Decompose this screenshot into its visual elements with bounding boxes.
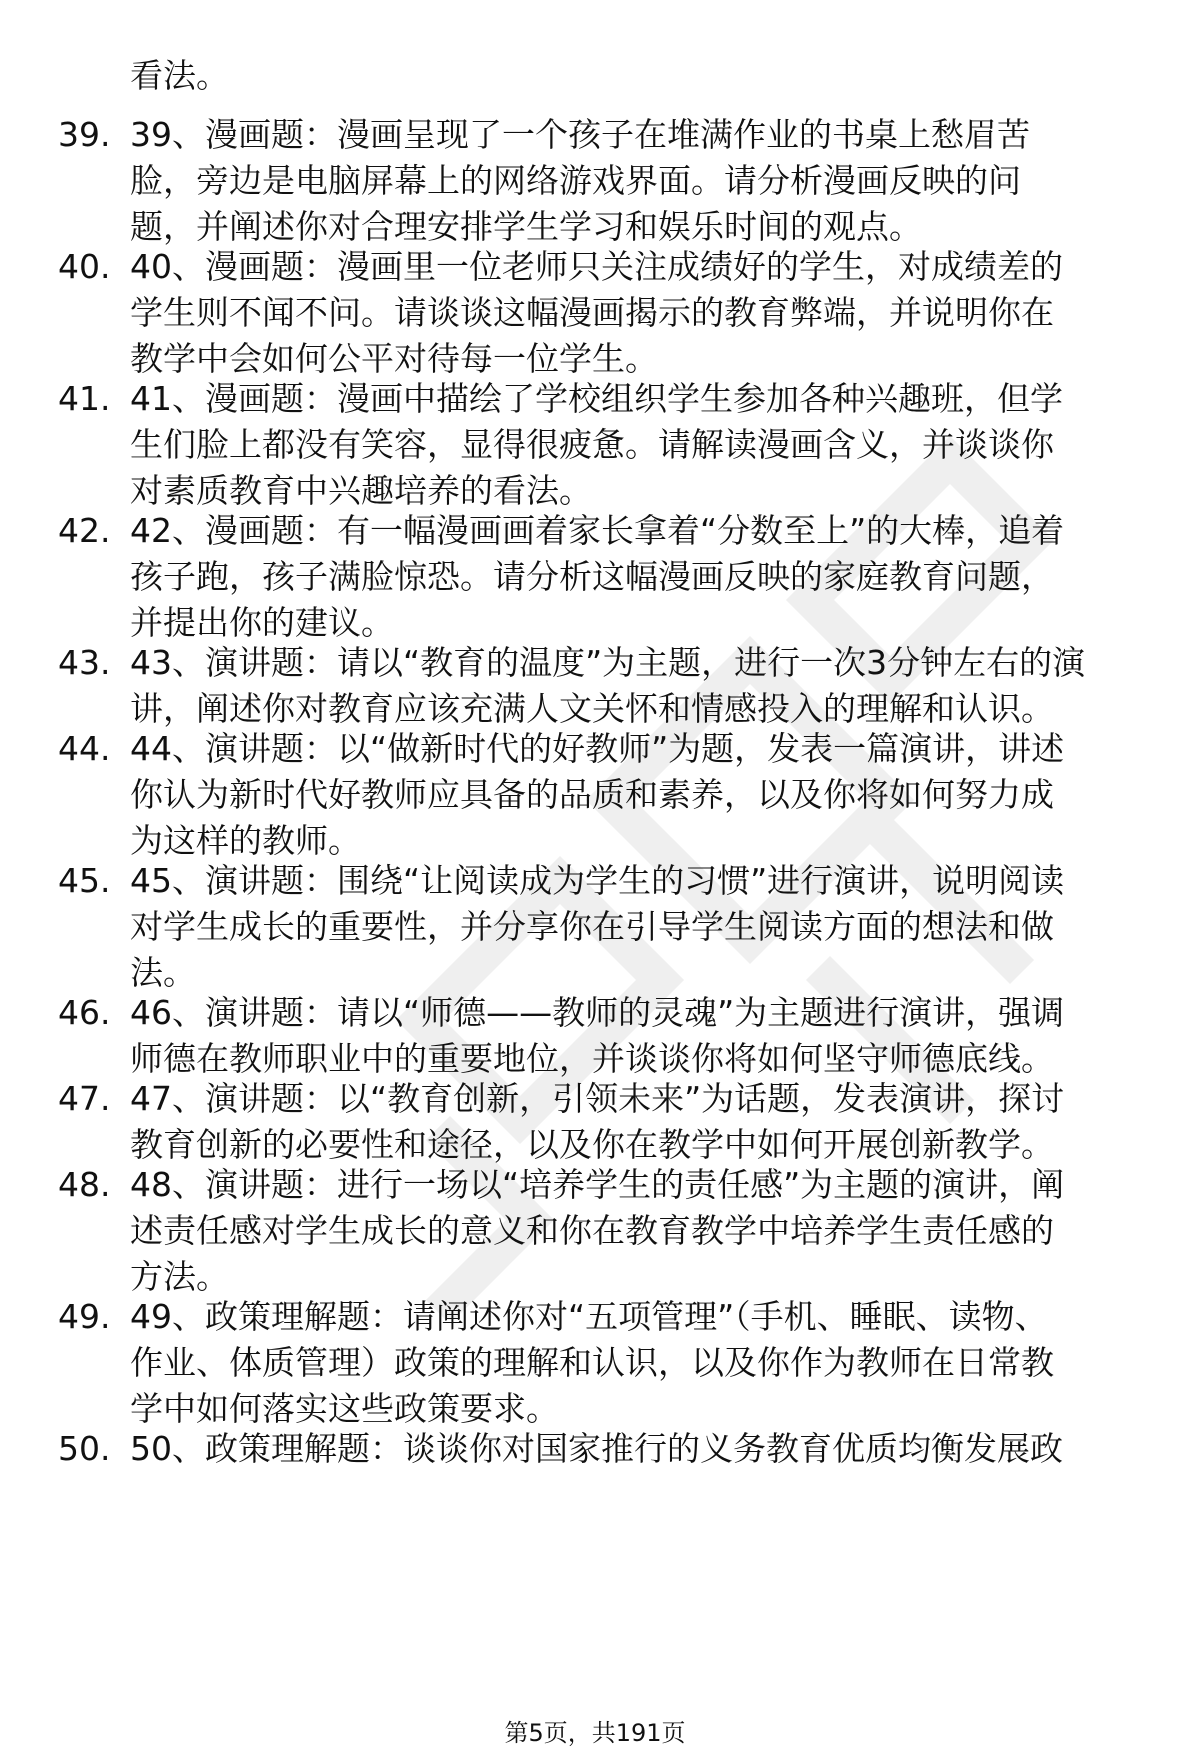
question-text-line: 学中如何落实这些政策要求。: [130, 1389, 559, 1428]
question-number: 39.: [58, 115, 111, 154]
question-text-line: 46、演讲题：请以“师德——教师的灵魂”为主题进行演讲，强调: [130, 993, 1065, 1032]
question-text: [130, 726, 1170, 864]
question-number: 41.: [58, 379, 111, 418]
question-text-line: 39、漫画题：漫画呈现了一个孩子在堆满作业的书桌上愁眉苦: [130, 115, 1030, 154]
question-number: 48.: [58, 1165, 111, 1204]
question-text-line: 学生则不闻不问。请谈谈这幅漫画揭示的教育弊端，并说明你在: [130, 293, 1054, 332]
question-text-line: 对素质教育中兴趣培养的看法。: [130, 471, 592, 510]
question-number: 49.: [58, 1297, 111, 1336]
question-text-line: 41、漫画题：漫画中描绘了学校组织学生参加各种兴趣班，但学: [130, 379, 1063, 418]
question-text-line: 50、政策理解题：谈谈你对国家推行的义务教育优质均衡发展政: [130, 1429, 1063, 1468]
question-text-line: 孩子跑，孩子满脸惊恐。请分析这幅漫画反映的家庭教育问题，: [130, 557, 1054, 596]
question-text-line: 生们脸上都没有笑容，显得很疲惫。请解读漫画含义，并谈谈你: [130, 425, 1054, 464]
question-text-line: 47、演讲题：以“教育创新，引领未来”为话题，发表演讲，探讨: [130, 1079, 1065, 1118]
question-text-line: 师德在教师职业中的重要地位，并谈谈你将如何坚守师德底线。: [130, 1039, 1054, 1078]
question-text: [130, 858, 1170, 996]
question-text-line: 49、政策理解题：请阐述你对“五项管理”（手机、睡眠、读物、: [130, 1297, 1048, 1336]
question-text: [130, 244, 1170, 382]
question-number: 47.: [58, 1079, 111, 1118]
question-text: [130, 1294, 1170, 1432]
question-text-line: 43、演讲题：请以“教育的温度”为主题，进行一次3分钟左右的演: [130, 643, 1086, 682]
question-text-line: 40、漫画题：漫画里一位老师只关注成绩好的学生，对成绩差的: [130, 247, 1063, 286]
question-number: 42.: [58, 511, 111, 550]
question-text-line: 42、漫画题：有一幅漫画画着家长拿着“分数至上”的大棒，追着: [130, 511, 1065, 550]
question-text-line: 你认为新时代好教师应具备的品质和素养，以及你将如何努力成: [130, 775, 1054, 814]
question-text: [130, 1162, 1170, 1300]
continued-text: 看法。: [130, 56, 229, 95]
question-text-line: 并提出你的建议。: [130, 603, 394, 642]
question-number: 50.: [58, 1429, 111, 1468]
question-text-line: 题，并阐述你对合理安排学生学习和娱乐时间的观点。: [130, 207, 922, 246]
question-text: [130, 112, 1170, 250]
question-text-line: 48、演讲题：进行一场以“培养学生的责任感”为主题的演讲，阐: [130, 1165, 1065, 1204]
page-footer: 第5页，共191页: [504, 1719, 686, 1747]
question-text-line: 讲，阐述你对教育应该充满人文关怀和情感投入的理解和认识。: [130, 689, 1054, 728]
question-text: [130, 1076, 1170, 1168]
question-text-line: 述责任感对学生成长的意义和你在教育教学中培养学生责任感的: [130, 1211, 1054, 1250]
question-text-line: 44、演讲题：以“做新时代的好教师”为题，发表一篇演讲，讲述: [130, 729, 1065, 768]
question-text-line: 教育创新的必要性和途径，以及你在教学中如何开展创新教学。: [130, 1125, 1054, 1164]
question-text: [130, 376, 1170, 514]
question-text-line: 方法。: [130, 1257, 229, 1296]
question-text-line: 45、演讲题：围绕“让阅读成为学生的习惯”进行演讲，说明阅读: [130, 861, 1065, 900]
question-number: 40.: [58, 247, 111, 286]
question-number: 45.: [58, 861, 111, 900]
question-text: [130, 508, 1170, 646]
question-number: 43.: [58, 643, 111, 682]
question-text: [130, 1426, 1170, 1472]
question-number: 46.: [58, 993, 111, 1032]
question-text-line: 教学中会如何公平对待每一位学生。: [130, 339, 658, 378]
question-number: 44.: [58, 729, 111, 768]
question-text-line: 脸，旁边是电脑屏幕上的网络游戏界面。请分析漫画反映的问: [130, 161, 1021, 200]
question-text: [130, 640, 1170, 732]
question-text-line: 法。: [130, 953, 196, 992]
question-text: [130, 990, 1170, 1082]
question-text-line: 为这样的教师。: [130, 821, 361, 860]
question-text-line: 对学生成长的重要性，并分享你在引导学生阅读方面的想法和做: [130, 907, 1054, 946]
question-text-line: 作业、体质管理）政策的理解和认识，以及你作为教师在日常教: [130, 1343, 1054, 1382]
